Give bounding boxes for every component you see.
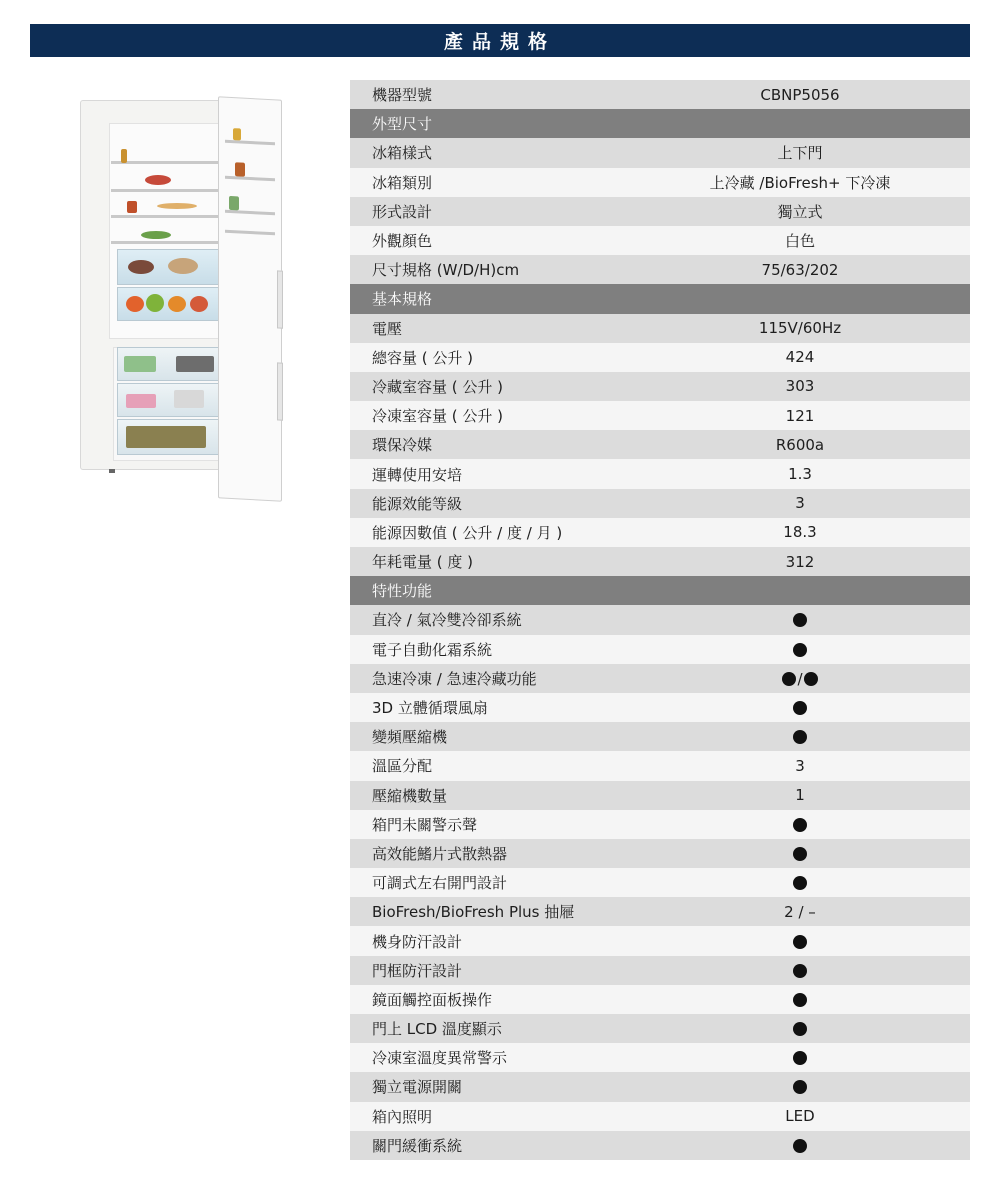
- spec-value: 303: [785, 377, 815, 396]
- freezer-drawer-2: [117, 383, 223, 417]
- biofresh-drawer-upper: [117, 249, 219, 285]
- food-item: [128, 260, 154, 274]
- spec-value: [690, 1078, 910, 1096]
- spec-row: [350, 459, 970, 488]
- spec-row: [350, 693, 970, 722]
- spec-value: R600a: [775, 435, 825, 454]
- filled-dot-icon: [793, 613, 807, 627]
- spec-row: [350, 1043, 970, 1072]
- door-bottle-item: [233, 128, 241, 140]
- spec-label: 機器型號: [372, 86, 433, 105]
- filled-dot-icon: [793, 935, 807, 949]
- spec-label: 變頻壓縮機: [372, 728, 448, 747]
- bottle-item: [121, 149, 127, 163]
- filled-dot-icon: [782, 672, 796, 686]
- spec-value: [690, 699, 910, 717]
- spec-value: [690, 1020, 910, 1038]
- spec-label: 門上 LCD 溫度顯示: [372, 1020, 502, 1039]
- spec-label: 壓縮機數量: [372, 786, 448, 805]
- page-title-banner: [30, 24, 970, 57]
- spec-label: 獨立電源開關: [372, 1078, 463, 1097]
- door-bottle-item: [235, 162, 245, 177]
- spec-label: 鏡面觸控面板操作: [372, 990, 493, 1009]
- spec-label: 直冷 / 氣冷雙冷卻系統: [372, 611, 522, 630]
- spec-value: [690, 611, 910, 629]
- spec-row: [350, 751, 970, 780]
- spec-value: [690, 1049, 910, 1067]
- spec-label: 環保冷媒: [372, 436, 433, 455]
- frozen-item: [124, 356, 156, 372]
- spec-value: [690, 815, 910, 833]
- door-bottle-item: [229, 196, 239, 211]
- spec-row: [350, 489, 970, 518]
- spec-row: [350, 868, 970, 897]
- frozen-item: [176, 356, 214, 372]
- vegetable-item: [141, 231, 171, 239]
- spec-label: BioFresh/BioFresh Plus 抽屜: [372, 903, 575, 922]
- spec-label: 尺寸規格 (W/D/H)cm: [372, 261, 520, 280]
- spec-row: [350, 401, 970, 430]
- door-handle: [277, 270, 283, 328]
- spec-table: [350, 80, 970, 1160]
- spec-value: 白色: [784, 232, 815, 251]
- biofresh-drawer-lower: [117, 287, 219, 321]
- spec-row: [350, 138, 970, 167]
- spec-label: 箱內照明: [372, 1107, 433, 1126]
- spec-value: 3: [795, 756, 805, 775]
- spec-label: 冰箱類別: [372, 173, 433, 192]
- door-handle: [277, 362, 283, 420]
- separator-text: /: [797, 669, 803, 688]
- spec-value: [690, 844, 910, 862]
- filled-dot-icon: [793, 1022, 807, 1036]
- spec-row: [350, 810, 970, 839]
- spec-value: [690, 961, 910, 979]
- spec-row: [350, 897, 970, 926]
- spec-row: [350, 314, 970, 343]
- door-shelf: [225, 210, 275, 216]
- food-item: [168, 258, 198, 274]
- spec-value: 424: [785, 348, 815, 367]
- spec-value: 1: [795, 786, 805, 805]
- spec-value: 18.3: [783, 523, 817, 542]
- spec-row: [350, 781, 970, 810]
- spec-label: 冷凍室容量 ( 公升 ): [372, 407, 504, 426]
- fridge-shelf: [111, 215, 219, 218]
- spec-label: 冰箱樣式: [372, 144, 433, 163]
- spec-label: 能源因數值 ( 公升 / 度 / 月 ): [372, 523, 563, 542]
- spec-row: [350, 722, 970, 751]
- spec-row: [350, 605, 970, 634]
- page-title: 產品規格: [443, 31, 556, 53]
- spec-label: 可調式左右開門設計: [372, 874, 508, 893]
- frozen-item: [126, 394, 156, 408]
- fruit-item: [190, 296, 208, 312]
- section-title: 基本規格: [372, 290, 433, 309]
- spec-value: 75/63/202: [761, 260, 839, 279]
- filled-dot-icon: [793, 730, 807, 744]
- freezer-drawer-1: [117, 347, 223, 381]
- spec-row: [350, 926, 970, 955]
- jar-item: [127, 201, 137, 213]
- spec-value: 2 / –: [784, 902, 816, 921]
- spec-row: [350, 547, 970, 576]
- spec-label: 運轉使用安培: [372, 465, 463, 484]
- spec-row: [350, 255, 970, 284]
- door-shelf: [225, 176, 275, 182]
- spec-row: [350, 1102, 970, 1131]
- spec-row: [350, 664, 970, 693]
- fruit-item: [146, 294, 164, 312]
- spec-row: [350, 80, 970, 109]
- spec-value: LED: [785, 1107, 815, 1126]
- fridge-product-image: [78, 96, 290, 504]
- section-title: 特性功能: [372, 582, 433, 601]
- filled-dot-icon: [793, 876, 807, 890]
- filled-dot-icon: [793, 1080, 807, 1094]
- spec-value: CBNP5056: [760, 85, 840, 104]
- door-shelf: [225, 140, 275, 146]
- section-title: 外型尺寸: [372, 115, 433, 134]
- spec-label: 總容量 ( 公升 ): [372, 348, 474, 367]
- spec-row: [350, 839, 970, 868]
- spec-row: [350, 1131, 970, 1160]
- spec-label: 高效能鰭片式散熱器: [372, 844, 508, 863]
- spec-value: 121: [785, 406, 815, 425]
- plate-item: [157, 203, 197, 209]
- fridge-shelf: [111, 189, 219, 192]
- spec-label: 箱門未關警示聲: [372, 815, 478, 834]
- spec-label: 關門緩衝系統: [372, 1136, 463, 1155]
- spec-label: 3D 立體循環風扇: [372, 699, 488, 718]
- spec-row: [350, 343, 970, 372]
- spec-row: [350, 168, 970, 197]
- spec-label: 電壓: [372, 319, 403, 338]
- freezer-drawer-3: [117, 419, 223, 455]
- spec-label: 冷凍室溫度異常警示: [372, 1049, 508, 1068]
- spec-row: [350, 1014, 970, 1043]
- spec-value: [690, 669, 910, 688]
- spec-value: [690, 1136, 910, 1154]
- spec-value: [690, 990, 910, 1008]
- spec-row: [350, 197, 970, 226]
- spec-value: 3: [795, 494, 805, 513]
- spec-value: [690, 932, 910, 950]
- spec-label: 電子自動化霜系統: [372, 640, 493, 659]
- filled-dot-icon: [804, 672, 818, 686]
- section-header: [350, 284, 970, 313]
- spec-label: 機身防汗設計: [372, 932, 463, 951]
- spec-label: 能源效能等級: [372, 494, 463, 513]
- section-header: [350, 109, 970, 138]
- fridge-shelf: [111, 161, 219, 164]
- spec-row: [350, 518, 970, 547]
- spec-label: 外觀顏色: [372, 232, 433, 251]
- spec-value: [690, 640, 910, 658]
- fridge-shelf: [111, 241, 219, 244]
- fridge-door-open: [218, 96, 282, 501]
- fruit-item: [168, 296, 186, 312]
- spec-row: [350, 956, 970, 985]
- spec-label: 急速冷凍 / 急速冷藏功能: [372, 669, 537, 688]
- spec-label: 門框防汗設計: [372, 961, 463, 980]
- filled-dot-icon: [793, 643, 807, 657]
- filled-dot-icon: [793, 701, 807, 715]
- fruit-bowl-item: [145, 175, 171, 185]
- fruit-item: [126, 296, 144, 312]
- spec-label: 年耗電量 ( 度 ): [372, 553, 474, 572]
- spec-row: [350, 985, 970, 1014]
- filled-dot-icon: [793, 1051, 807, 1065]
- section-header: [350, 576, 970, 605]
- spec-label: 溫區分配: [372, 757, 433, 776]
- fridge-body: [80, 100, 222, 470]
- filled-dot-icon: [793, 847, 807, 861]
- spec-label: 冷藏室容量 ( 公升 ): [372, 377, 504, 396]
- spec-value: 上下門: [777, 144, 823, 163]
- filled-dot-icon: [793, 993, 807, 1007]
- spec-value: [690, 728, 910, 746]
- filled-dot-icon: [793, 818, 807, 832]
- spec-value: 115V/60Hz: [758, 319, 842, 338]
- spec-row: [350, 430, 970, 459]
- spec-value: 獨立式: [777, 202, 823, 221]
- filled-dot-icon: [793, 1139, 807, 1153]
- frozen-item: [126, 426, 206, 448]
- filled-dot-icon: [793, 964, 807, 978]
- spec-value: 312: [785, 552, 815, 571]
- spec-row: [350, 226, 970, 255]
- door-shelf: [225, 230, 275, 236]
- frozen-item: [174, 390, 204, 408]
- spec-label: 形式設計: [372, 202, 433, 221]
- fridge-foot: [109, 469, 115, 473]
- spec-row: [350, 635, 970, 664]
- spec-value: [690, 874, 910, 892]
- spec-value: 1.3: [788, 465, 812, 484]
- spec-row: [350, 1072, 970, 1101]
- spec-value: 上冷藏 /BioFresh+ 下冷凍: [709, 173, 891, 192]
- spec-row: [350, 372, 970, 401]
